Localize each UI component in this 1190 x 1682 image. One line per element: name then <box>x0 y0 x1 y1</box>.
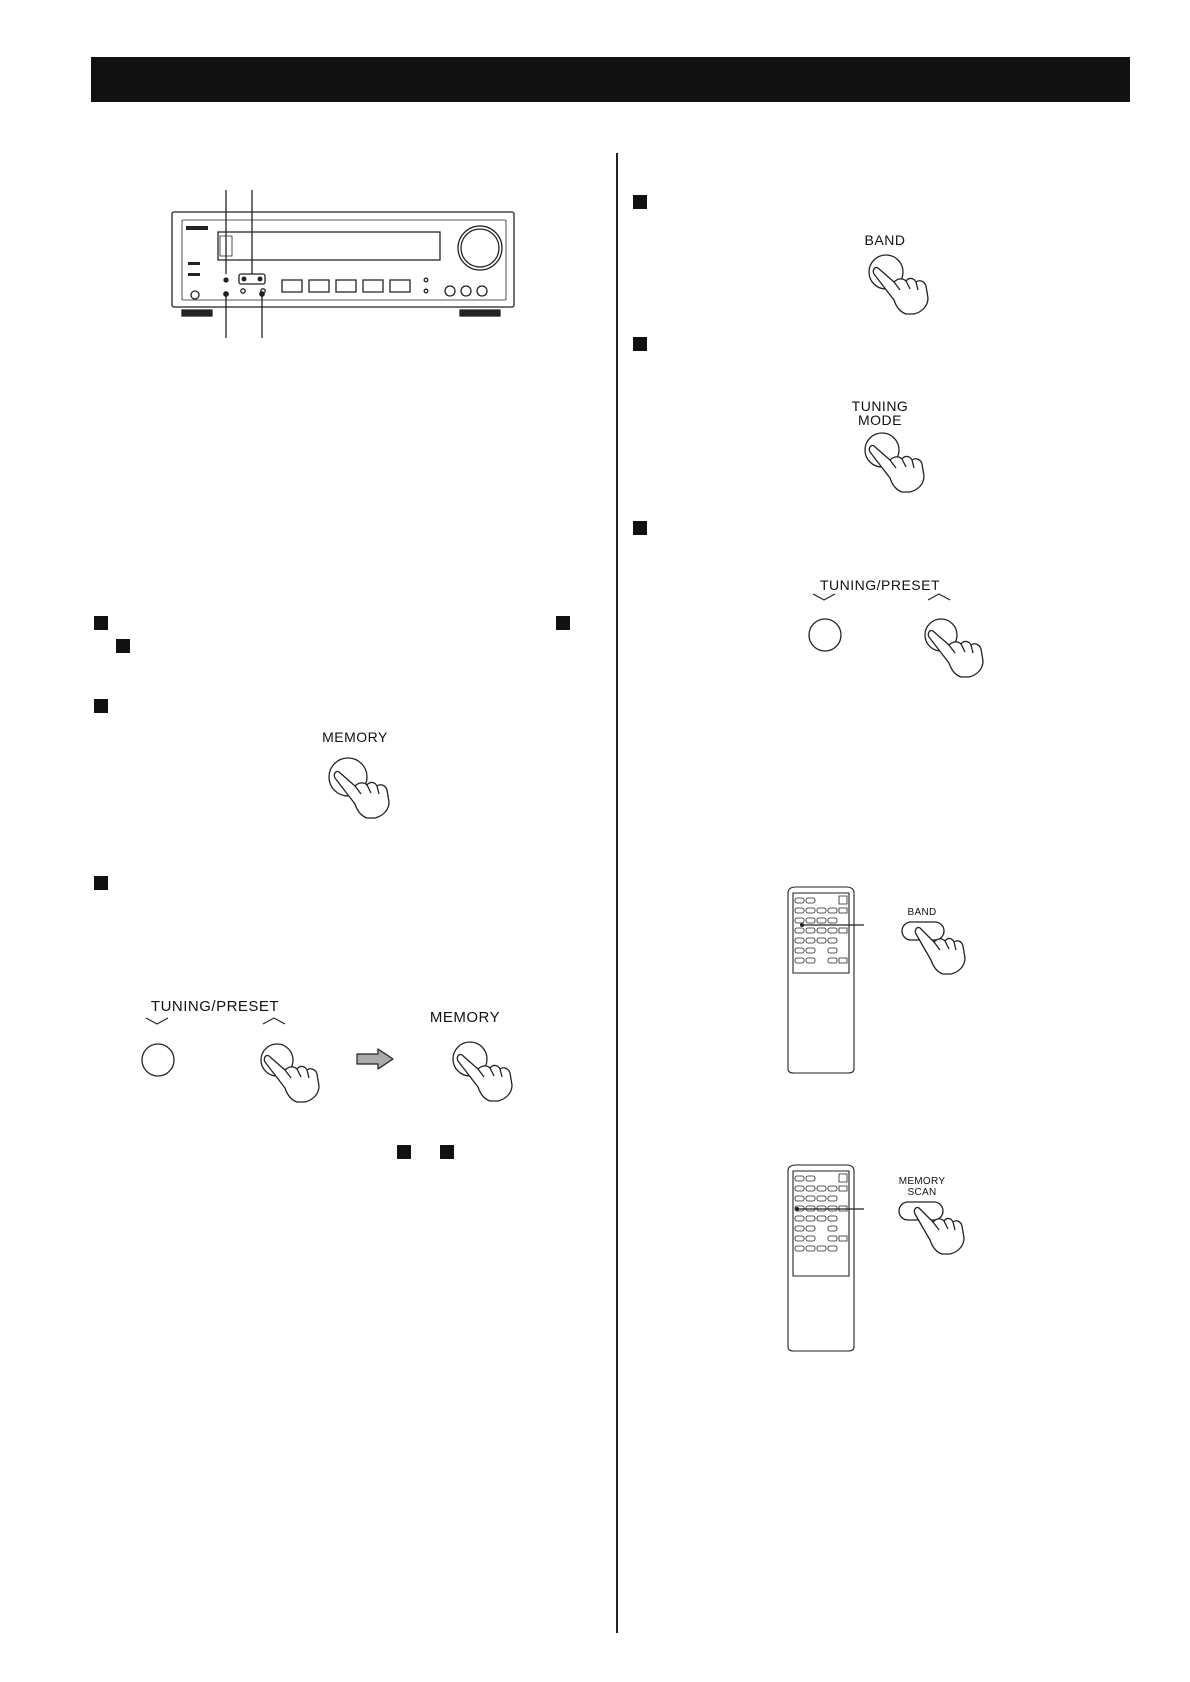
tuning-preset-down-button-right[interactable] <box>807 617 843 653</box>
remote-control-band <box>784 885 864 1075</box>
step-marker-ref-b <box>440 1145 454 1159</box>
tuning-mode-button[interactable] <box>863 431 943 501</box>
step-marker-3 <box>94 876 108 890</box>
step-marker-1b <box>556 616 570 630</box>
memory-button-label-2: MEMORY <box>429 1009 501 1026</box>
remote-band-button[interactable] <box>900 920 980 980</box>
tuning-preset-up-chevron <box>262 1017 286 1025</box>
band-button-label: BAND <box>864 232 906 248</box>
step-marker-ref-a <box>397 1145 411 1159</box>
step-marker-r2 <box>633 337 647 351</box>
tuning-preset-label-left: TUNING/PRESET <box>150 998 280 1015</box>
tuning-mode-button-label: TUNING MODE <box>851 398 909 428</box>
remote-memory-scan-label: MEMORY SCAN <box>898 1176 946 1198</box>
remote-band-label: BAND <box>907 907 937 918</box>
tuning-preset-down-chevron-right <box>812 593 836 601</box>
tuning-preset-down-button[interactable] <box>140 1042 176 1078</box>
tuning-preset-down-chevron <box>145 1017 169 1025</box>
memory-button-label: MEMORY <box>322 729 388 745</box>
tuning-preset-label-right: TUNING/PRESET <box>819 577 941 593</box>
band-button[interactable] <box>867 253 947 323</box>
step-marker-r1 <box>633 195 647 209</box>
tuning-preset-up-button-right[interactable] <box>923 617 1003 687</box>
remote-memory-scan-button[interactable] <box>897 1200 977 1260</box>
receiver-front-panel-illustration <box>170 190 520 340</box>
step-marker-1c <box>116 639 130 653</box>
right-arrow-icon <box>356 1048 394 1070</box>
memory-button-2[interactable] <box>451 1040 531 1110</box>
tuning-preset-up-chevron-right <box>927 593 951 601</box>
column-divider <box>616 153 618 1633</box>
step-marker-1a <box>94 616 108 630</box>
step-marker-2 <box>94 699 108 713</box>
tuning-preset-up-button[interactable] <box>259 1042 339 1112</box>
memory-button[interactable] <box>325 752 405 822</box>
step-marker-r3 <box>633 521 647 535</box>
header-bar <box>91 57 1130 102</box>
remote-control-memory-scan <box>784 1163 864 1353</box>
